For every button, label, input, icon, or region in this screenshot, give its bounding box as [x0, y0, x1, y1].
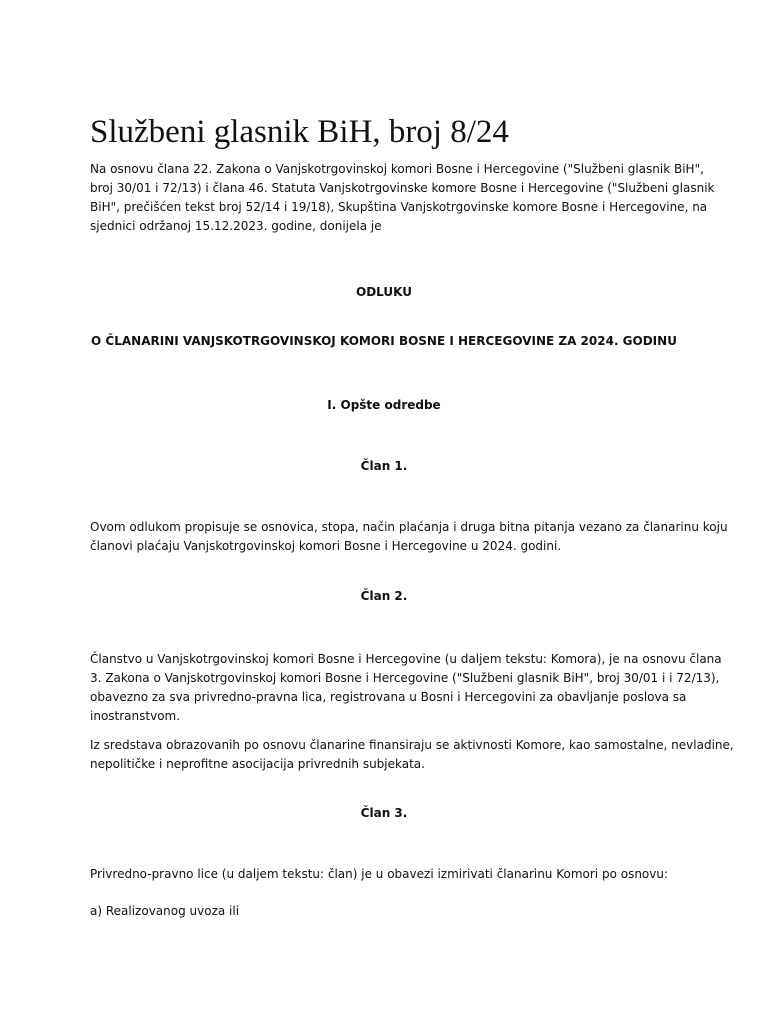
section-heading-general-provisions: I. Opšte odredbe — [327, 398, 441, 412]
article-2-line: Članstvo u Vanjskotrgovinskoj komori Bosne i Hercegovine (u daljem tekstu: Komora), je na osnovu člana — [90, 652, 722, 666]
article-3-item-a: a) Realizovanog uvoza ili — [90, 904, 240, 918]
preamble-line: Na osnovu člana 22. Zakona o Vanjskotrgovinskoj komori Bosne i Hercegovine ("Službeni glasnik BiH", — [90, 162, 704, 176]
preamble-paragraph — [90, 160, 715, 236]
article-1-heading: Član 1. — [360, 459, 408, 473]
decision-heading: ODLUKU — [356, 285, 412, 299]
article-2-line: nepolitičke i neprofitne asocijacija privrednih subjekata. — [90, 757, 425, 771]
article-3-paragraph — [90, 865, 668, 884]
article-2-paragraph-2 — [90, 736, 734, 774]
article-2-line: inostranstvom. — [90, 709, 181, 723]
article-1-paragraph — [90, 518, 728, 556]
article-2-line: obavezno za sva privredno-pravna lica, registrovana u Bosni i Hercegovini za obavljanje poslova sa — [90, 690, 687, 704]
decision-subject: O ČLANARINI VANJSKOTRGOVINSKOJ KOMORI BOSNE I HERCEGOVINE ZA 2024. GODINU — [91, 334, 677, 348]
article-2-heading: Član 2. — [360, 589, 408, 603]
preamble-line: sjednici održanoj 15.12.2023. godine, donijela je — [90, 219, 382, 233]
article-3-heading: Član 3. — [360, 806, 408, 820]
article-1-line: Ovom odlukom propisuje se osnovica, stopa, način plaćanja i druga bitna pitanja vezano za članarinu koju — [90, 520, 728, 534]
preamble-line: BiH", prečišćen tekst broj 52/14 i 19/18), Skupština Vanjskotrgovinske komore Bosne i Hercegovine, na — [90, 200, 708, 214]
article-2-line: 3. Zakona o Vanjskotrgovinskoj komori Bosne i Hercegovine ("Službeni glasnik BiH", broj 30/01 i i 72/13), — [90, 671, 720, 685]
preamble-line: broj 30/01 i 72/13) i člana 46. Statuta Vanjskotrgovinske komore Bosne i Hercegovine ("Službeni glasnik — [90, 181, 715, 195]
article-3-line: Privredno-pravno lice (u daljem tekstu: član) je u obavezi izmirivati članarinu Komori po osnovu: — [90, 867, 669, 881]
document-title: Službeni glasnik BiH, broj 8/24 — [90, 114, 509, 150]
article-2-line: Iz sredstava obrazovanih po osnovu članarine finansiraju se aktivnosti Komore, kao samostalne, nevladine, — [90, 738, 734, 752]
article-2-paragraph-1 — [90, 650, 722, 726]
article-1-line: članovi plaćaju Vanjskotrgovinskoj komori Bosne i Hercegovine u 2024. godini. — [90, 539, 562, 553]
